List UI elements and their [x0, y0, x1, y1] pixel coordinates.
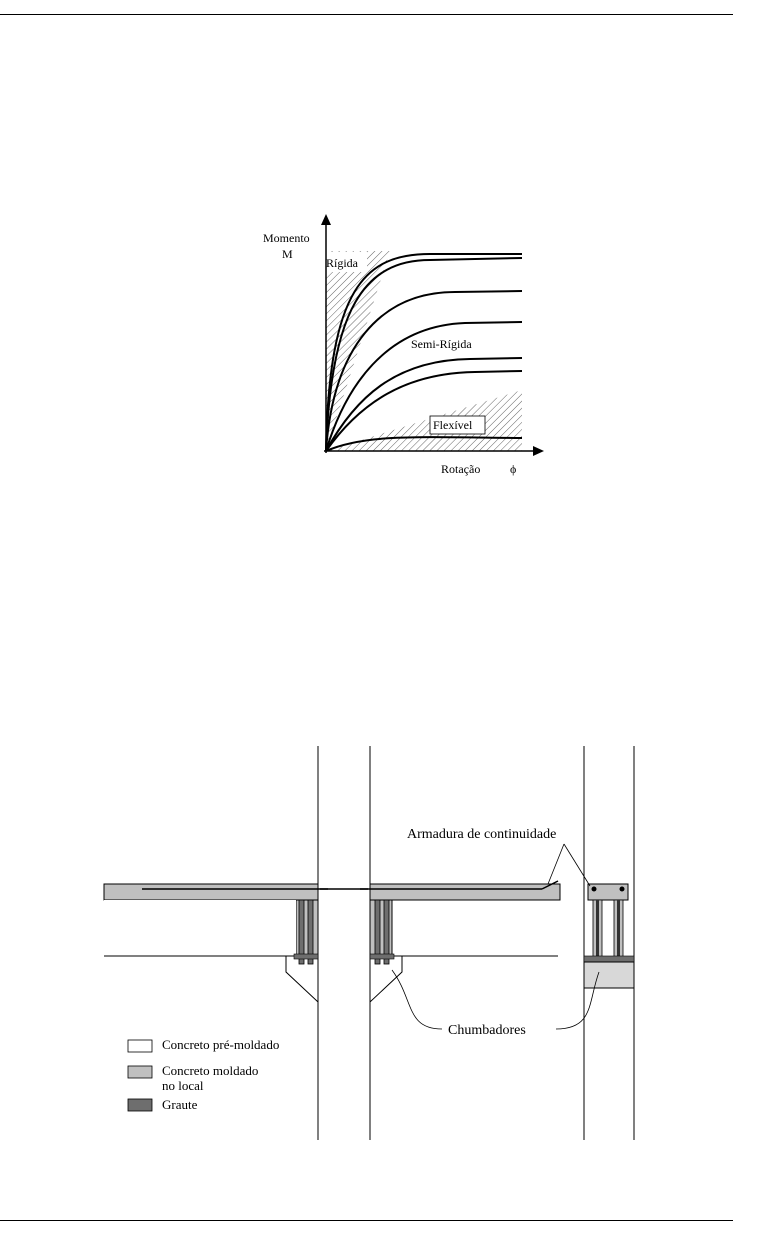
column-b-head	[588, 884, 628, 900]
continuity-leader-1	[548, 844, 564, 884]
semi-rigid-label: Semi-Rígida	[411, 337, 472, 351]
y-label-line1: Momento	[263, 231, 310, 245]
column-b-lower-block	[584, 962, 634, 988]
footer-rule	[0, 1220, 733, 1221]
connection-detail-diagram	[96, 740, 656, 1150]
legend-label-grout: Graute	[162, 1097, 198, 1112]
rigid-label: Rígida	[326, 256, 358, 270]
column-b-base-grout	[584, 956, 634, 962]
right-bearing-plate	[370, 954, 394, 959]
anchors-leader-left	[392, 970, 442, 1029]
legend-swatch-precast	[128, 1040, 152, 1052]
left-beam-topping	[104, 884, 318, 900]
legend-label-cast-in-place-line2: no local	[162, 1078, 204, 1093]
legend-swatch-cast-in-place	[128, 1066, 152, 1078]
legend-label-precast: Concreto pré-moldado	[162, 1037, 280, 1052]
header-rule	[0, 14, 733, 15]
continuity-leader-2	[564, 844, 590, 886]
x-label: Rotação	[441, 462, 481, 476]
column-b-bar-left	[592, 887, 597, 892]
y-label-line2: M	[282, 247, 293, 261]
column-b-bar-right	[620, 887, 625, 892]
legend-swatch-grout	[128, 1099, 152, 1111]
x-axis-arrow	[533, 446, 544, 456]
flexible-label: Flexível	[433, 418, 473, 432]
x-symbol: ϕ	[510, 462, 517, 476]
anchors-label: Chumbadores	[448, 1023, 526, 1038]
left-bearing-plate	[294, 954, 318, 959]
left-beam-body	[104, 900, 296, 956]
continuity-label: Armadura de continuidade	[407, 827, 557, 842]
legend-label-cast-in-place-line1: Concreto moldado	[162, 1063, 259, 1078]
right-beam-topping	[370, 884, 560, 900]
y-axis-arrow	[321, 214, 331, 225]
moment-rotation-diagram	[255, 208, 555, 480]
